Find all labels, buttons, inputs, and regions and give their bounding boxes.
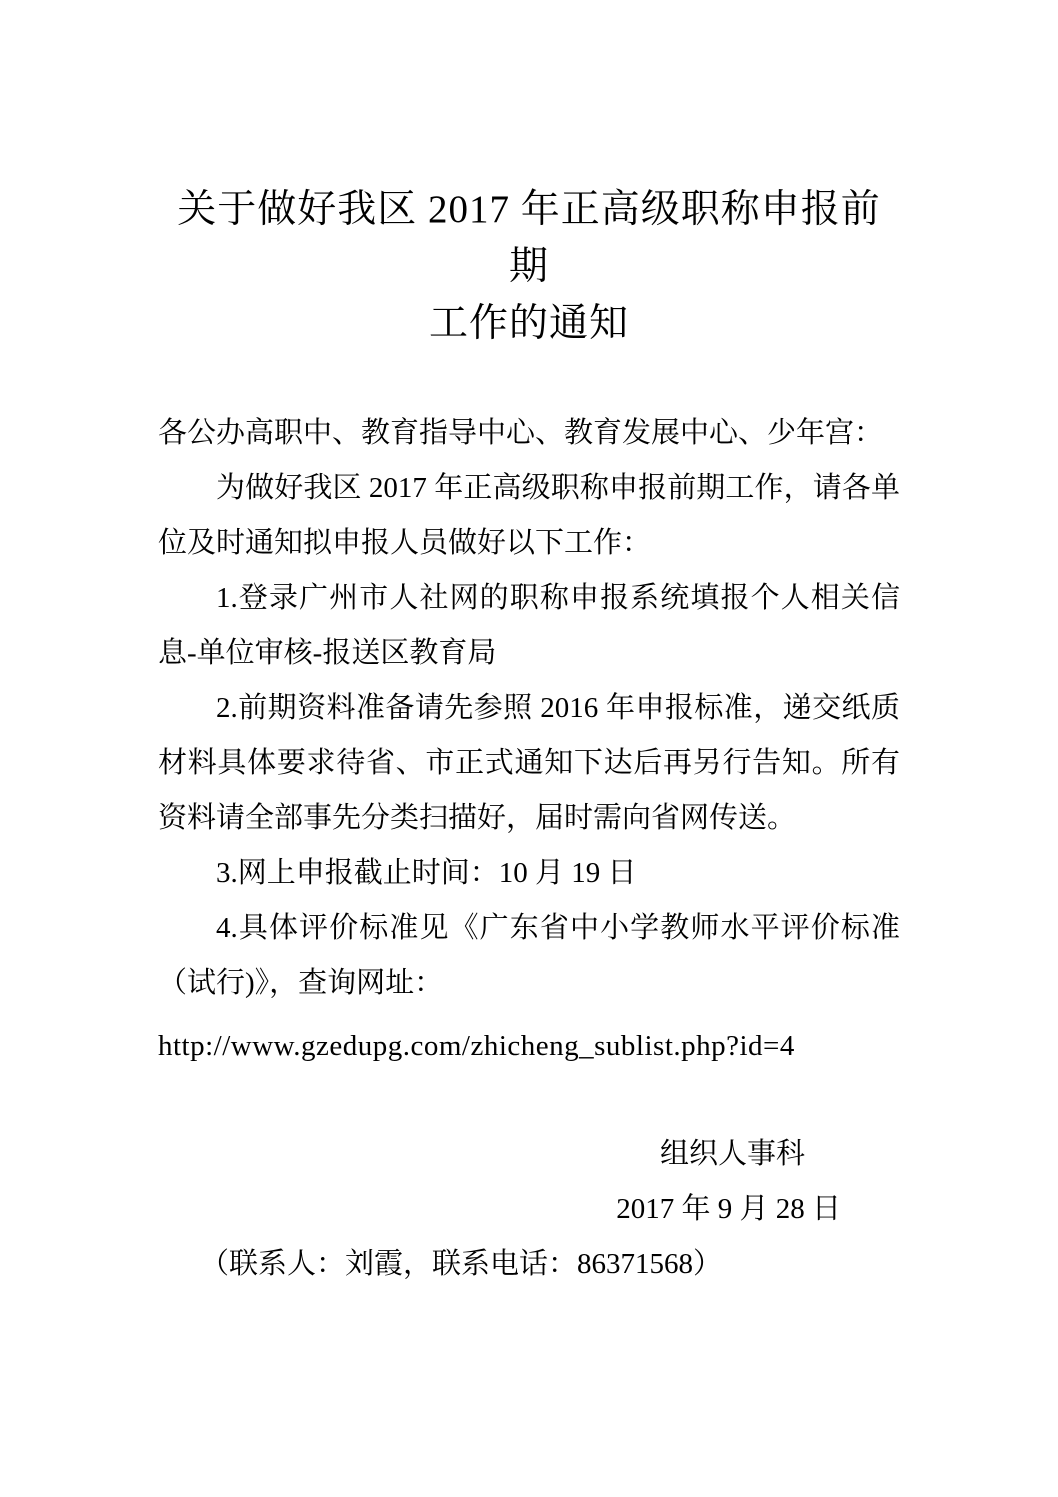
paragraph-item-3: 3.网上申报截止时间：10 月 19 日 xyxy=(216,857,637,889)
salutation-line: 各公办高职中、教育指导中心、教育发展中心、少年宫： xyxy=(158,417,884,449)
query-url: http://www.gzedupg.com/zhicheng_sublist.php?id=4 xyxy=(158,1030,795,1062)
title-line-2: 工作的通知 xyxy=(428,302,629,345)
paragraph-intro: 为做好我区 2017 年正高级职称申报前期工作，请各单位及时通知拟申报人员做好以下工作： xyxy=(158,472,900,559)
signature-contact: （联系人：刘霞，联系电话：86371568） xyxy=(200,1248,723,1280)
signature-date: 2017 年 9 月 28 日 xyxy=(616,1193,841,1225)
title-line-1: 关于做好我区 2017 年正高级职称申报前期 xyxy=(177,188,881,288)
document-title xyxy=(158,181,900,352)
paragraph-item-2: 2.前期资料准备请先参照 2016 年申报标准，递交纸质材料具体要求待省、市正式通知下达后再另行告知。所有资料请全部事先分类扫描好，届时需向省网传送。 xyxy=(158,692,900,834)
signature-block xyxy=(158,1127,900,1292)
document-body xyxy=(158,406,900,1074)
paragraph-item-1: 1.登录广州市人社网的职称申报系统填报个人相关信息-单位审核-报送区教育局 xyxy=(158,582,900,669)
signature-department: 组织人事科 xyxy=(659,1138,805,1170)
paragraph-item-4: 4.具体评价标准见《广东省中小学教师水平评价标准（试行)》，查询网址： xyxy=(158,912,900,999)
